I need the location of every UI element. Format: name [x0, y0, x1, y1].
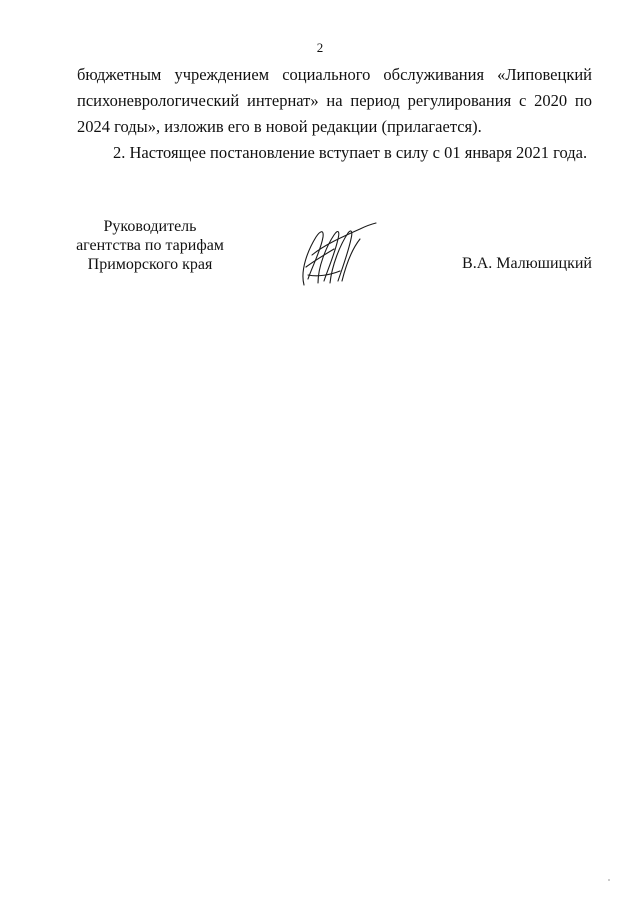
signer-position [70, 217, 230, 274]
scan-dot [608, 879, 610, 881]
paragraph-1 [77, 62, 592, 140]
signer-position-line: Приморского края [87, 256, 213, 273]
handwritten-signature [290, 215, 380, 290]
paragraph-2 [113, 140, 593, 166]
paragraph-2-text: 2. Настоящее постановление вступает в силу с 01 января 2021 года. [113, 143, 588, 162]
signer-position-line: Руководитель [103, 218, 197, 235]
page-number: 2 [316, 40, 324, 55]
signer-position-line: агентства по тарифам [76, 237, 224, 254]
paragraph-1-line: психоневрологический интернат» на период регулирования с 2020 по [77, 91, 592, 110]
paragraph-1-line: 2024 годы», изложив его в новой редакции (прилагается). [77, 117, 482, 136]
paragraph-1-line: бюджетным учреждением социального обслуживания «Липовецкий [77, 65, 592, 84]
signer-name: В.А. Малюшицкий [462, 255, 592, 272]
